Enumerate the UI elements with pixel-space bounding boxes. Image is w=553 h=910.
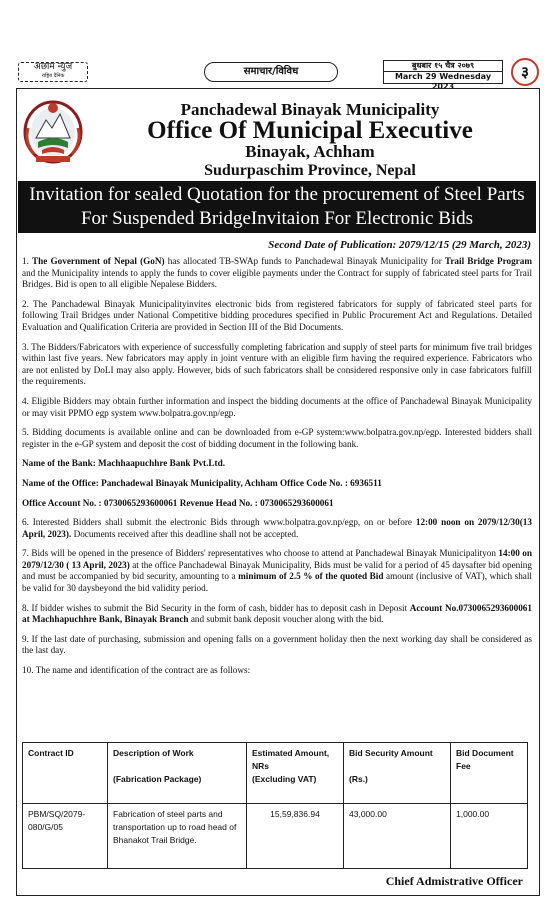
header-contract-id: Contract ID (23, 743, 108, 804)
notice-title-line-1: Invitation for sealed Quotation for the procurement of Steel Parts (29, 184, 525, 205)
newspaper-logo (18, 62, 88, 82)
office-code: Name of the Office: Panchadewal Binayak Municipality, Achham Office Code No. : 6936511 (22, 477, 382, 488)
notice-title-line-2: For Suspended BridgeInvitaion For Electronic Bids (80, 208, 474, 229)
contract-table (22, 742, 528, 869)
paragraph-1-text-1: has allocated TB-SWAp funds to Panchadewal Binayak Municipality for (164, 256, 445, 266)
header-description: Description of Work (Fabrication Package) (108, 743, 247, 804)
paragraph-4: 4. Eligible Bidders may obtain further information and inspect the bidding documents at the office of Panchadewal Binayak Municipality or may visit PPMO egp system www.bolpatra.gov.np/egp. (22, 395, 532, 418)
municipality-name: Panchadewal Binayak Municipality (180, 100, 440, 119)
paragraph-7-bold-2: minimum of 2.5 % of the quoted Bid (238, 571, 384, 582)
cell-document-fee: 1,000.00 (451, 804, 528, 869)
header-estimated-amount: Estimated Amount, NRs (Excluding VAT) (247, 743, 344, 804)
paragraph-8-text-2: and submit bank deposit voucher along with the bid. (188, 614, 384, 625)
notice-title-banner (18, 181, 536, 233)
issue-date (383, 60, 503, 91)
paragraph-1-bold-2: Trail Bridge Program (444, 256, 532, 266)
paragraph-7-text-3: amount (inclusive of VAT), which shall be valid for 30 daysbeyond the bid validity period. (22, 571, 532, 594)
header-document-fee: Bid Document Fee (451, 743, 528, 804)
publication-date: Second Date of Publication: 2079/12/15 (29 March, 2023) (268, 239, 531, 251)
account-number: Office Account No. : 0730065293600061 Revenue Head No. : 0730065293600061 (22, 497, 334, 508)
paragraph-6-text-2: Documents received after this deadline shall not be accepted. (71, 528, 299, 539)
issue-date-nepali: बुधबार १५ चैत्र २०७९ (411, 61, 475, 70)
signatory-title: Chief Admistrative Officer (385, 874, 523, 888)
paragraph-6 (22, 517, 532, 540)
cell-description: Fabrication of steel parts and transportation up to road head of Bhanakot Trail Bridge. (108, 804, 247, 869)
cell-estimated-amount: 15,59,836.94 (247, 804, 344, 869)
notice-body (22, 256, 532, 685)
cell-bid-security: 43,000.00 (344, 804, 451, 869)
paragraph-7-bold-1: 14:00 on 2079/12/30 ( 13 April, 2023) (22, 548, 533, 570)
paragraph-7-text-1: 7. Bids will be opened in the presence of Bidders' representatives who choose to attend at Panchadewal Binayak Municipalityon (22, 548, 499, 559)
paragraph-2: 2. The Panchadewal Binayak Municipalityinvites electronic bids from registered fabricators for supply of fabricated steel parts for following Trail Bridges under National Competitive bidding procedures specified in Public Procurement Act and Regulations. Detailed Evaluation and Qualification Criteria are provided in Section III of the Bid Documents. (22, 298, 532, 332)
paragraph-1: 1. The Government of Nepal (GoN) has allocated TB-SWAp funds to Panchadewal Binayak Municipality for Trail Bridge Program and the Municipality intends to apply the funds to cover eligible payments under the Contract for supply of fabricated steel parts for Trail Bridges. Bid is open to all eligible Nepalese Bidders. (22, 256, 532, 290)
paragraph-9: 9. If the last date of purchasing, submission and opening falls on a government holiday then the next working day shall be considered as the last day. (22, 633, 532, 656)
paragraph-7 (22, 548, 532, 594)
province-name: Sudurpaschim Province, Nepal (204, 162, 416, 179)
newspaper-header (18, 60, 535, 91)
page-number: ३ (511, 58, 539, 86)
bank-name: Name of the Bank: Machhaapuchhre Bank Pvt.Ltd. (22, 458, 225, 469)
section-label: समाचार/विविध (204, 62, 338, 82)
paragraph-1-bold-1: The Government of Nepal (GoN) (32, 256, 165, 266)
issue-date-english: March 29 Wednesday 2023 (384, 71, 502, 92)
nepal-emblem-icon (22, 98, 84, 164)
table-header-row (23, 743, 528, 804)
paragraph-8-text-1: 8. If bidder wishes to submit the Bid Security in the form of cash, bidder has to deposit cash in Deposit (22, 602, 410, 613)
paragraph-1-text-2: and the Municipality intends to apply the funds to cover eligible payments under the Contract for supply of fabricated steel parts for Trail Bridges. Bid is open to all eligible Nepalese Bidders. (22, 267, 532, 290)
paragraph-5: 5. Bidding documents is available online and can be downloaded from e-GP system:www.bolpatra.gov.np/egp. Interested bidders shall register in the e-GP system and deposit the cost of bidding document in the following bank. (22, 427, 532, 449)
newspaper-subtitle: राष्ट्रिय दैनिक (41, 73, 65, 79)
newspaper-name: अछाम न्युज (33, 62, 73, 72)
office-location: Binayak, Achham (245, 142, 375, 161)
office-name: Office Of Municipal Executive (147, 117, 473, 144)
paragraph-10: 10. The name and identification of the contract are as follows: (22, 665, 251, 676)
header-bid-security: Bid Security Amount (Rs.) (344, 743, 451, 804)
paragraph-8 (22, 603, 532, 626)
paragraph-3: 3. The Bidders/Fabricators with experience of successfully completing fabrication and supply of steel parts for minimum five trail bridges within last five years. New fabricators may apply in joint venture with an eligible firm having the required experience. Fabricators who are not enlisted by DoLI may also apply. However, bids of such fabricators shall be considered responsive only in case fabricators fulfill the requirements. (22, 341, 532, 387)
paragraph-6-bold-1: 12:00 noon on 2079/12/30(13 April, 2023). (22, 517, 532, 539)
paragraph-8-bold-1: Account No.0730065293600061 at Machhapuchhre Bank, Binayak Branch (22, 602, 532, 625)
paragraph-6-text-1: 6. Interested Bidders shall submit the electronic Bids through www.bolpatra.gov.np/egp, on or before (22, 517, 416, 528)
table-row (23, 804, 528, 869)
paragraph-7-text-2: at the office Panchadewal Binayak Municipality, Bids must be valid for a period of 45 daysafter bid opening and must be accompanied by bid security, amounting to a (22, 559, 532, 582)
cell-contract-id: PBM/SQ/2079-080/G/05 (23, 804, 108, 869)
